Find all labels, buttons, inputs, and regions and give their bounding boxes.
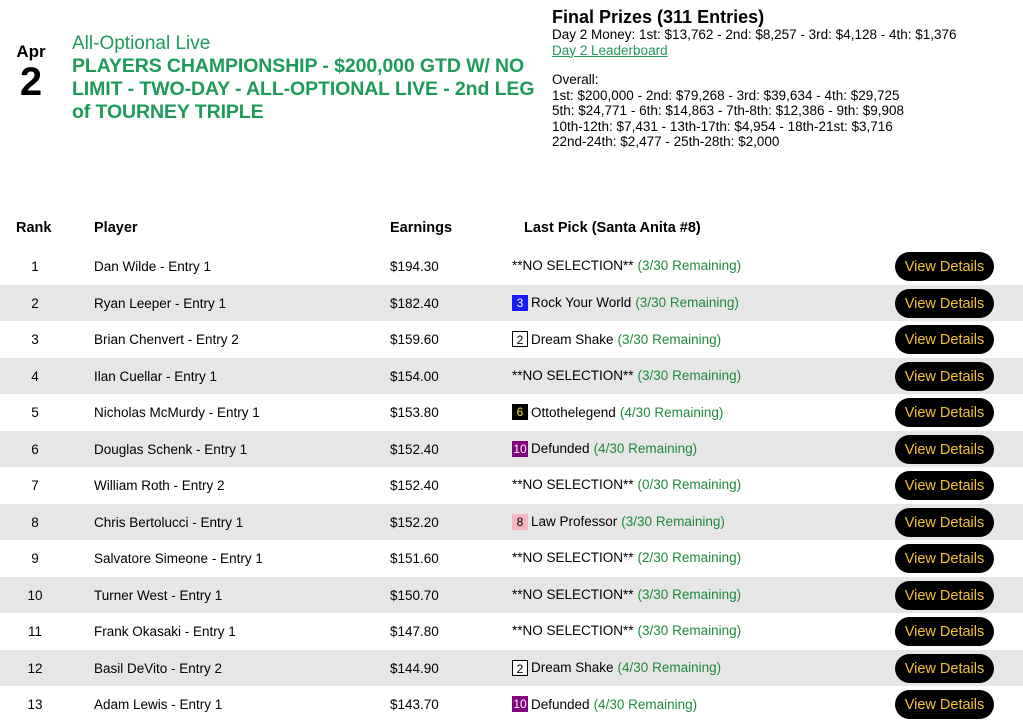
remaining-count: (3/30 Remaining) xyxy=(637,623,742,638)
player-cell: Frank Okasaki - Entry 1 xyxy=(94,624,236,639)
pick-name: **NO SELECTION** xyxy=(512,586,634,602)
earnings-cell: $143.70 xyxy=(390,697,439,712)
pick-name: Law Professor xyxy=(531,514,618,529)
rank-cell: 5 xyxy=(31,405,39,420)
program-number-badge: 8 xyxy=(512,514,528,530)
table-row xyxy=(0,650,1023,687)
remaining-count: (3/30 Remaining) xyxy=(621,514,725,529)
program-number-badge: 3 xyxy=(512,295,528,311)
earnings-cell: $152.20 xyxy=(390,514,439,530)
rank-cell: 3 xyxy=(31,332,39,347)
prizes-panel xyxy=(552,7,1012,150)
earnings-cell: $150.70 xyxy=(390,587,439,603)
tournament-header xyxy=(72,33,542,124)
last-pick-cell xyxy=(512,441,697,457)
player-cell: William Roth - Entry 2 xyxy=(94,478,225,493)
last-pick-cell xyxy=(512,295,739,311)
remaining-count: (3/30 Remaining) xyxy=(637,586,742,602)
day2-leaderboard-link[interactable]: Day 2 Leaderboard xyxy=(552,42,668,58)
remaining-count: (3/30 Remaining) xyxy=(637,258,742,273)
remaining-count: (2/30 Remaining) xyxy=(637,550,742,565)
table-row xyxy=(0,358,1023,395)
pick-name: Defunded xyxy=(531,696,590,712)
table-row xyxy=(0,504,1023,541)
leaderboard-table xyxy=(0,248,1023,723)
player-cell: Adam Lewis - Entry 1 xyxy=(94,697,223,712)
view-details-button[interactable]: View Details xyxy=(895,690,994,719)
program-number-badge: 10 xyxy=(513,697,527,711)
program-number-badge: 2 xyxy=(512,660,528,676)
view-details-button[interactable]: View Details xyxy=(895,362,994,391)
overall-line: 5th: $24,771 - 6th: $14,863 - 7th-8th: $12,386 - 9th: $9,908 xyxy=(552,103,905,118)
last-pick-cell xyxy=(512,368,741,383)
program-number-badge: 10 xyxy=(513,441,527,456)
pick-name: Defunded xyxy=(531,441,590,456)
player-cell: Douglas Schenk - Entry 1 xyxy=(94,441,248,457)
header-earnings: Earnings xyxy=(390,220,453,236)
view-details-button[interactable]: View Details xyxy=(895,508,994,537)
prizes-title: Final Prizes (311 Entries) xyxy=(552,7,765,27)
last-pick-cell xyxy=(512,477,741,492)
pick-name: Dream Shake xyxy=(531,331,614,347)
tournament-title: PLAYERS CHAMPIONSHIP - $200,000 GTD W/ NO LIMIT - TWO-DAY - ALL-OPTIONAL LIVE - 2nd LEG of TOURNEY TRIPLE xyxy=(72,55,535,123)
view-details-button[interactable]: View Details xyxy=(895,471,994,500)
player-cell: Nicholas McMurdy - Entry 1 xyxy=(94,405,260,420)
player-cell: Ilan Cuellar - Entry 1 xyxy=(94,368,218,384)
last-pick-cell xyxy=(512,331,721,347)
last-pick-cell xyxy=(512,258,741,273)
rank-cell: 2 xyxy=(31,295,39,311)
table-row xyxy=(0,613,1023,650)
rank-cell: 1 xyxy=(31,259,39,274)
pick-name: Rock Your World xyxy=(531,295,632,310)
table-row xyxy=(0,321,1023,358)
header-rank: Rank xyxy=(16,220,52,236)
event-month: Apr xyxy=(16,42,46,61)
rank-cell: 12 xyxy=(27,660,43,676)
player-cell: Ryan Leeper - Entry 1 xyxy=(94,295,227,311)
pick-name: Dream Shake xyxy=(531,660,614,675)
table-row xyxy=(0,540,1023,577)
earnings-cell: $154.00 xyxy=(390,368,439,384)
view-details-button[interactable]: View Details xyxy=(895,325,994,354)
view-details-button[interactable]: View Details xyxy=(895,544,994,573)
earnings-cell: $152.40 xyxy=(390,441,439,457)
table-row xyxy=(0,686,1023,723)
player-cell: Turner West - Entry 1 xyxy=(94,587,223,603)
table-header xyxy=(0,210,1023,246)
program-number-badge: 2 xyxy=(512,331,528,347)
event-day: 2 xyxy=(19,60,43,104)
player-cell: Basil DeVito - Entry 2 xyxy=(94,660,223,676)
remaining-count: (4/30 Remaining) xyxy=(593,441,698,456)
last-pick-cell xyxy=(512,550,741,565)
rank-cell: 8 xyxy=(31,514,39,530)
view-details-button[interactable]: View Details xyxy=(895,289,994,318)
table-row xyxy=(0,577,1023,614)
event-date xyxy=(14,42,48,102)
remaining-count: (0/30 Remaining) xyxy=(637,477,742,492)
rank-cell: 13 xyxy=(27,697,43,712)
view-details-button[interactable]: View Details xyxy=(895,252,994,281)
rank-cell: 11 xyxy=(27,624,42,639)
last-pick-cell xyxy=(512,623,741,638)
last-pick-cell xyxy=(512,660,721,676)
day2-money: Day 2 Money: 1st: $13,762 - 2nd: $8,257 - 3rd: $4,128 - 4th: $1,376 xyxy=(552,27,957,42)
view-details-button[interactable]: View Details xyxy=(895,581,994,610)
header-player: Player xyxy=(94,220,138,236)
remaining-count: (3/30 Remaining) xyxy=(617,331,722,347)
rank-cell: 6 xyxy=(31,441,39,457)
overall-line: 22nd-24th: $2,477 - 25th-28th: $2,000 xyxy=(552,134,780,149)
last-pick-cell xyxy=(512,587,741,602)
header-last-pick: Last Pick (Santa Anita #8) xyxy=(524,220,701,236)
earnings-cell: $151.60 xyxy=(390,551,439,566)
rank-cell: 9 xyxy=(31,551,39,566)
overall-line: 1st: $200,000 - 2nd: $79,268 - 3rd: $39,634 - 4th: $29,725 xyxy=(552,87,900,103)
remaining-count: (3/30 Remaining) xyxy=(637,367,742,383)
table-row xyxy=(0,431,1023,468)
overall-line: 10th-12th: $7,431 - 13th-17th: $4,954 - 18th-21st: $3,716 xyxy=(552,118,893,134)
last-pick-cell xyxy=(512,514,725,530)
tournament-subtitle: All-Optional Live xyxy=(72,33,211,54)
pick-name: **NO SELECTION** xyxy=(512,623,634,638)
pick-name: **NO SELECTION** xyxy=(512,258,634,273)
remaining-count: (4/30 Remaining) xyxy=(617,660,722,675)
player-cell: Brian Chenvert - Entry 2 xyxy=(94,332,239,347)
overall-label: Overall: xyxy=(552,72,599,87)
earnings-cell: $153.80 xyxy=(390,405,439,420)
earnings-cell: $147.80 xyxy=(390,624,439,639)
player-cell: Salvatore Simeone - Entry 1 xyxy=(94,551,263,566)
pick-name: **NO SELECTION** xyxy=(512,477,634,492)
view-details-button[interactable]: View Details xyxy=(895,617,994,646)
view-details-button[interactable]: View Details xyxy=(895,435,994,464)
view-details-button[interactable]: View Details xyxy=(895,654,994,683)
pick-name: **NO SELECTION** xyxy=(512,550,634,565)
table-row xyxy=(0,394,1023,431)
pick-name: **NO SELECTION** xyxy=(512,367,634,383)
rank-cell: 4 xyxy=(31,368,39,384)
earnings-cell: $182.40 xyxy=(390,295,439,311)
last-pick-cell xyxy=(512,696,697,712)
view-details-button[interactable]: View Details xyxy=(895,398,994,427)
table-row xyxy=(0,248,1023,285)
remaining-count: (4/30 Remaining) xyxy=(619,404,724,420)
last-pick-cell xyxy=(512,404,723,420)
earnings-cell: $152.40 xyxy=(390,478,439,493)
program-number-badge: 6 xyxy=(512,404,528,420)
table-row xyxy=(0,285,1023,322)
remaining-count: (3/30 Remaining) xyxy=(635,295,739,310)
earnings-cell: $159.60 xyxy=(390,332,439,347)
pick-name: Ottothelegend xyxy=(531,404,616,420)
rank-cell: 10 xyxy=(27,587,43,603)
earnings-cell: $144.90 xyxy=(390,660,439,676)
rank-cell: 7 xyxy=(31,478,39,493)
remaining-count: (4/30 Remaining) xyxy=(593,696,698,712)
player-cell: Dan Wilde - Entry 1 xyxy=(94,259,212,274)
earnings-cell: $194.30 xyxy=(390,259,439,274)
table-row xyxy=(0,467,1023,504)
player-cell: Chris Bertolucci - Entry 1 xyxy=(94,514,244,530)
